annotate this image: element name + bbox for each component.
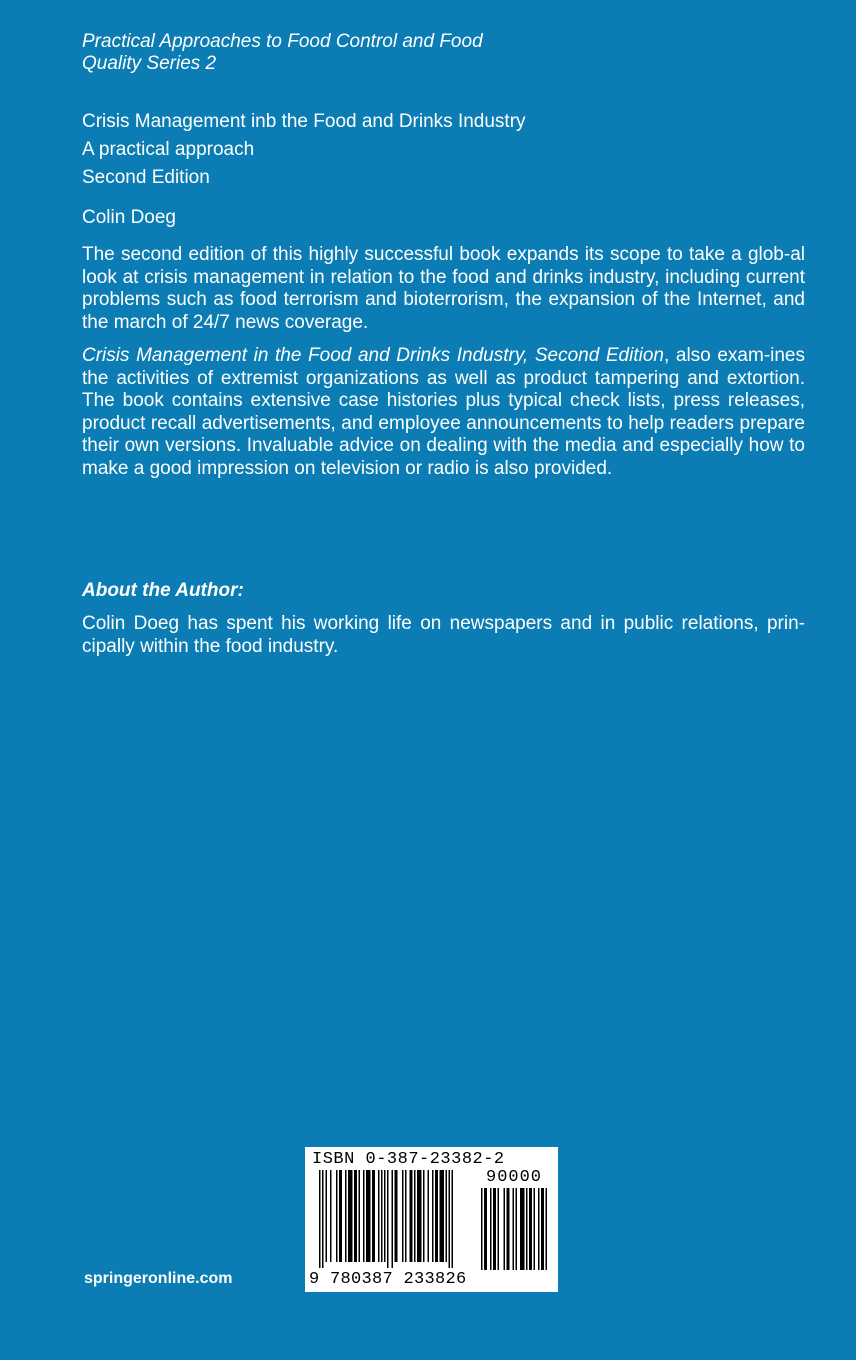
barcode-bar	[366, 1170, 371, 1262]
ean-number: 9 780387 233826	[309, 1270, 467, 1289]
barcode-bar	[372, 1170, 375, 1262]
ean-barcode-bars	[319, 1170, 479, 1270]
barcode-bar	[446, 1170, 448, 1262]
barcode-bar	[345, 1170, 347, 1262]
barcode-bar	[363, 1170, 365, 1262]
barcode-bar	[490, 1188, 492, 1270]
about-author-text: Colin Doeg has spent his working life on newspapers and in public relations, prin-cipally within the food industry.	[82, 613, 805, 657]
barcode-bar	[526, 1188, 528, 1270]
description-paragraph-2-text: , also exam-ines the activities of extremist organizations as well as product tampering and extortion. The book contains extensive case histories plus typical check lists, press releases, product recall advertisements, and employee announcements to help readers prepare their own versions. Invaluable advice on dealing with the media and especially how to make a good impression on television or radio is also provided.	[82, 345, 805, 479]
about-author-heading: About the Author:	[82, 580, 244, 601]
book-title-block	[82, 108, 782, 192]
barcode-bar	[546, 1188, 548, 1270]
barcode-bar	[319, 1170, 321, 1268]
barcode-bar	[435, 1170, 438, 1262]
barcode-bar	[395, 1170, 398, 1262]
barcode-bar	[322, 1170, 324, 1268]
barcode-bar	[423, 1170, 425, 1262]
barcode-bar	[516, 1188, 518, 1270]
barcode-bar	[354, 1170, 357, 1262]
barcode-bar	[339, 1170, 342, 1262]
barcode-bar	[414, 1170, 416, 1262]
barcode-bar	[378, 1170, 380, 1262]
barcode-bar	[449, 1170, 451, 1268]
barcode-bar	[348, 1170, 353, 1262]
isbn-barcode	[305, 1147, 558, 1292]
series-title-line-2: Quality Series 2	[82, 53, 217, 74]
series-title-line-1: Practical Approaches to Food Control and Food	[82, 31, 483, 52]
barcode-bar	[520, 1188, 525, 1270]
publisher-website: springeronline.com	[84, 1270, 233, 1287]
barcode-bar	[330, 1170, 332, 1262]
isbn-label: ISBN 0-387-23382-2	[312, 1150, 505, 1169]
description-book-title: Crisis Management in the Food and Drinks Industry, Second Edition	[82, 345, 664, 366]
barcode-bar	[336, 1170, 338, 1262]
barcode-bar	[529, 1188, 532, 1270]
barcode-bar	[440, 1170, 445, 1262]
barcode-bar	[384, 1170, 386, 1262]
barcode-bar	[504, 1188, 506, 1270]
series-title	[82, 31, 542, 75]
barcode-bar	[534, 1188, 536, 1270]
description-paragraph-2	[82, 345, 805, 480]
book-title: Crisis Management inb the Food and Drinks Industry	[82, 111, 526, 132]
barcode-bar	[484, 1188, 487, 1270]
barcode-bar	[405, 1170, 407, 1262]
barcode-bar	[513, 1188, 515, 1270]
barcode-bar	[493, 1188, 496, 1270]
book-subtitle: A practical approach	[82, 139, 255, 160]
barcode-bar	[359, 1170, 361, 1262]
barcode-bar	[402, 1170, 404, 1262]
barcode-bar	[432, 1170, 434, 1262]
book-description	[82, 244, 805, 491]
barcode-bar	[417, 1170, 422, 1262]
barcode-bar	[541, 1188, 544, 1270]
addon-barcode-bars	[481, 1188, 551, 1270]
barcode-bar	[481, 1188, 483, 1270]
book-edition: Second Edition	[82, 167, 210, 188]
barcode-bar	[507, 1188, 510, 1270]
barcode-bar	[326, 1170, 328, 1262]
barcode-bar	[381, 1170, 383, 1262]
barcode-bar	[392, 1170, 394, 1268]
barcode-bar	[538, 1188, 540, 1270]
barcode-bar	[498, 1188, 500, 1270]
barcode-bar	[410, 1170, 413, 1262]
price-code: 90000	[486, 1168, 543, 1187]
barcode-bar	[428, 1170, 430, 1262]
description-paragraph-1: The second edition of this highly successful book expands its scope to take a glob-al look at crisis management in relation to the food and drinks industry, including current problems such as food terrorism and bioterrorism, the expansion of the Internet, and the march of 24/7 news coverage.	[82, 244, 805, 333]
barcode-bar	[452, 1170, 454, 1268]
book-author: Colin Doeg	[82, 207, 176, 228]
barcode-bar	[387, 1170, 389, 1268]
